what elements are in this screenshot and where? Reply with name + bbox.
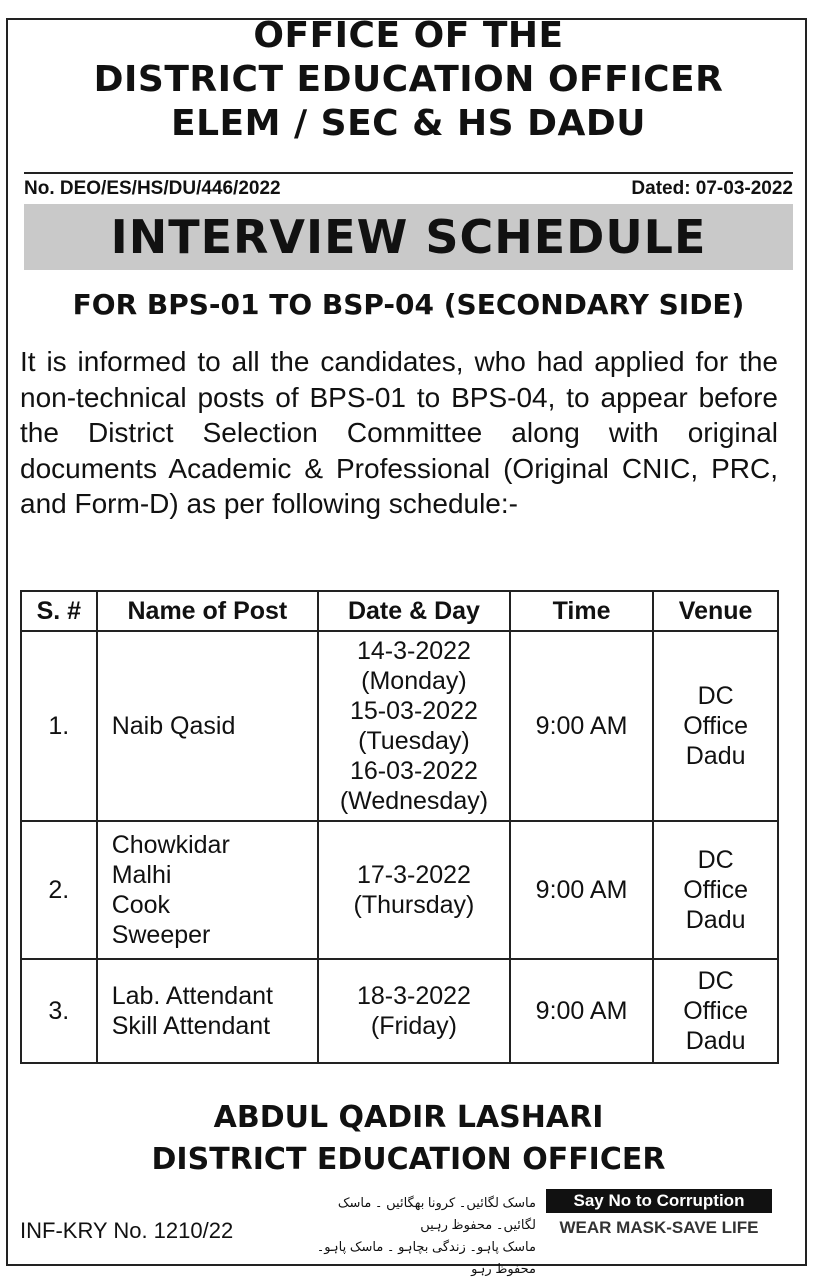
row-time: 9:00 AM (510, 821, 653, 959)
row-dates: 14-3-2022 (Monday) 15-03-2022 (Tuesday) 16-03-2022 (Wednesday) (318, 631, 510, 821)
intro-paragraph: It is informed to all the candidates, who had applied for the non-technical posts of BPS-01 to BPS-04, to appear before the District Selection Committee along with original documents Academic & Professional (Original CNIC, PRC, and Form-D) as per following schedule:- (20, 346, 778, 519)
row-time: 9:00 AM (510, 959, 653, 1063)
urdu-line-1: ماسک لگائیں۔ کرونا بھگائیں ۔ ماسک لگائیں۔ محفوظ رہیں (337, 1195, 536, 1232)
subtitle: FOR BPS-01 TO BSP-04 (SECONDARY SIDE) (72, 288, 745, 321)
title-band (24, 204, 793, 270)
header-sno: S. # (21, 591, 97, 631)
row-dates: 17-3-2022 (Thursday) (318, 821, 510, 959)
header-line-3: ELEM / SEC & HS DADU (170, 103, 646, 144)
row-posts: Lab. Attendant Skill Attendant (97, 959, 318, 1063)
table-header-row (21, 591, 778, 631)
row-venue: DC Office Dadu (653, 631, 778, 821)
table-row (21, 959, 778, 1063)
header-time: Time (510, 591, 653, 631)
mask-slogan: WEAR MASK-SAVE LIFE (559, 1218, 759, 1237)
signatory-designation: DISTRICT EDUCATION OFFICER (151, 1142, 666, 1177)
header-line-2: DISTRICT EDUCATION OFFICER (93, 59, 724, 100)
header-post: Name of Post (97, 591, 318, 631)
header-line-1: OFFICE OF THE (253, 15, 564, 56)
urdu-line-2: ماسک پاہو۔ زندگی بچاہو ۔ ماسک پاہو۔ محفوظ رہو (316, 1239, 536, 1276)
header-venue: Venue (653, 591, 778, 631)
urdu-slogan (296, 1192, 536, 1280)
reference-line (24, 172, 793, 206)
row-posts: Naib Qasid (97, 631, 318, 821)
row-venue: DC Office Dadu (653, 821, 778, 959)
schedule-table (20, 590, 779, 1064)
header-date: Date & Day (318, 591, 510, 631)
row-venue: DC Office Dadu (653, 959, 778, 1063)
reference-number: No. DEO/ES/HS/DU/446/2022 (24, 178, 281, 199)
inf-number: INF-KRY No. 1210/22 (20, 1218, 234, 1243)
reference-date: Dated: 07-03-2022 (631, 178, 793, 199)
page-title: INTERVIEW SCHEDULE (110, 210, 707, 264)
table-row (21, 631, 778, 821)
table-row (21, 821, 778, 959)
signature-block (0, 1097, 817, 1181)
anti-corruption-badge: Say No to Corruption (546, 1189, 772, 1213)
row-dates: 18-3-2022 (Friday) (318, 959, 510, 1063)
row-sno: 1. (21, 631, 97, 821)
signatory-name: ABDUL QADIR LASHARI (213, 1100, 604, 1135)
row-sno: 2. (21, 821, 97, 959)
row-sno: 3. (21, 959, 97, 1063)
row-posts: Chowkidar Malhi Cook Sweeper (97, 821, 318, 959)
row-time: 9:00 AM (510, 631, 653, 821)
